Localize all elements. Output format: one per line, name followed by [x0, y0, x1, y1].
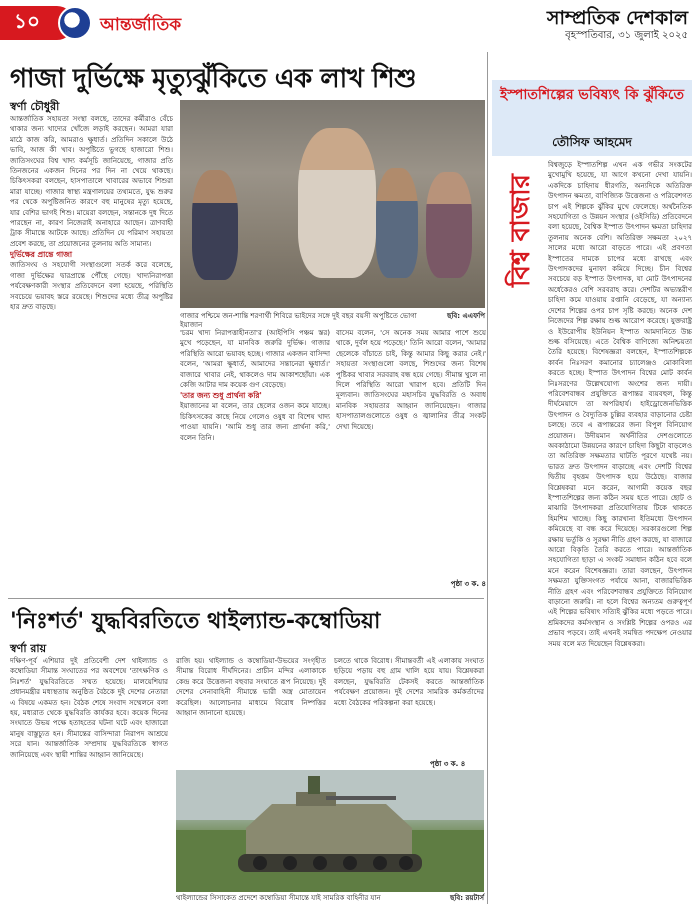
gaza-children-photo [180, 100, 485, 308]
continued-link[interactable]: পৃষ্ঠা ৩ ক. ৪ [430, 760, 466, 768]
masthead [0, 0, 700, 44]
lead-column-1 [10, 114, 173, 592]
section-divider [8, 598, 484, 599]
side-body-paragraph: বিশ্বজুড়ে ইস্পাতশিল্প এখন এক গভীর সংকটের মুখোমুখি হয়েছে, যা আগে কখনো দেখা যায়নি। একদিকে চাহিদায় ধীরগতি, অন্যদিকে অতিরিক্ত উৎপাদন ক্ষমতা, বাণিজ্যিক উত্তেজনা ও পরিবেশগত চাপ এই শিল্পকে ঝুঁকির মুখে ফেলেছে। অর্থনৈতিক সহযোগিতা ও উন্নয়ন সংস্থার (ওইসিডি) প্রতিবেদনে বলা হয়েছে, বৈশ্বিক ইস্পাত উৎপাদন ক্ষমতা চাহিদার তুলনায় অনেক বেশি। অতিরিক্ত সক্ষমতা ২০২৭ সালের মধ্যে আরো বাড়তে পারে। এই প্রবণতা ইস্পাতের দামকে চাপের মধ্যে রাখছে এবং উৎপাদকদের মুনাফা কমিয়ে দিচ্ছে। চীন বিশ্বের সবচেয়ে বড় ইস্পাত উৎপাদক, যা মোট উৎপাদনের অর্ধেকেরও বেশি সরবরাহ করে। দেশটির অভ্যন্তরীণ চাহিদা কমে যাওয়ায় রপ্তানি বেড়েছে, যা অন্যান্য দেশের শিল্পের ওপর চাপ সৃষ্টি করছে। অনেক দেশ নিজেদের শিল্প রক্ষায় শুল্ক আরোপ করেছে। যুক্তরাষ্ট্র ও ইউরোপীয় ইউনিয়ন ইস্পাত আমদানিতে উচ্চ শুল্ক বসিয়েছে। এতে বৈশ্বিক বাণিজ্যে অনিশ্চয়তা তৈরি হয়েছে। বিশেষজ্ঞরা বলছেন, ইস্পাতশিল্পকে কার্বন নিঃসরণ কমানোর চ্যালেঞ্জও মোকাবিলা করতে হচ্ছে। ইস্পাত উৎপাদন বিশ্বের মোট কার্বন নিঃসরণের উল্লেখযোগ্য অংশের জন্য দায়ী। পরিবেশবান্ধব প্রযুক্তিতে রূপান্তর ব্যয়বহুল, কিন্তু দীর্ঘমেয়াদে তা অপরিহার্য। হাইড্রোজেনভিত্তিক উৎপাদন ও বৈদ্যুতিক চুল্লির ব্যবহার বাড়ানোর চেষ্টা চলছে। তবে এ রূপান্তরের জন্য বিপুল বিনিয়োগ প্রয়োজন। উদীয়মান অর্থনীতির দেশগুলোতে অবকাঠামো উন্নয়নের কারণে চাহিদা কিছুটা বাড়লেও তা অতিরিক্ত সক্ষমতার ঘাটতি পূরণে যথেষ্ট নয়। ভারত দ্রুত উৎপাদন বাড়াচ্ছে এবং দেশটি বিশ্বের দ্বিতীয় বৃহত্তম উৎপাদক হয়ে উঠেছে। বাজার বিশ্লেষকরা মনে করেন, আগামী কয়েক বছর ইস্পাতশিল্পের জন্য কঠিন সময় হতে পারে। ছোট ও মাঝারি উৎপাদকরা প্রতিযোগিতায় টিকে থাকতে হিমশিম খাচ্ছে। কিছু কারখানা ইতিমধ্যে উৎপাদন কমিয়েছে বা বন্ধ করে দিয়েছে। সরকারগুলো শিল্প রক্ষায় ভর্তুকি ও সুরক্ষা নীতি গ্রহণ করছে, যা বাজারে আরো বিকৃতি তৈরি করতে পারে। আন্তর্জাতিক সহযোগিতা ছাড়া এ সংকট সমাধান কঠিন হবে বলে মনে করেন বিশেষজ্ঞরা। তারা বলছেন, উৎপাদন সক্ষমতা যুক্তিসংগত পর্যায়ে আনা, বাজারভিত্তিক নীতি গ্রহণ এবং পরিবেশবান্ধব প্রযুক্তিতে বিনিয়োগ বাড়ানো জরুরি। না হলে বিশ্বের অন্যতম গুরুত্বপূর্ণ এই শিল্পের ভবিষ্যৎ সত্যিই ঝুঁকির মধ্যে পড়তে পারে। শ্রমিকদের কর্মসংস্থান ও সংশ্লিষ্ট শিল্পের ওপরও এর প্রভাব পড়বে। তাই এখনই সমন্বিত পদক্ষেপ নেওয়ার সময় বলে মত দিয়েছেন বিশ্লেষকরা। [548, 161, 692, 648]
child-figure [426, 172, 472, 278]
globe-icon [58, 6, 92, 40]
second-body-paragraph: চলতে থাকে বিরোধ। সীমান্তবর্তী এই এলাকায় সংঘাত ছড়িয়ে পড়ায় বহু গ্রাম খালি হয়ে যায়। বিশ্লেষকরা বলছেন, যুদ্ধবিরতি টেকসই করতে আন্তর্জাতিক পর্যবেক্ষণ প্রয়োজন। দুই দেশের সামরিক কর্মকর্তাদের মধ্যে বৈঠকের পরিকল্পনা করা হয়েছে। [334, 657, 484, 707]
child-figure [298, 128, 376, 278]
world-market-stamp: বিশ্ব বাজার [506, 174, 536, 288]
lead-body-paragraph: ইয়াজানের মা বলেন, তার ছেলের ওজন কমে যাচ্ছে। চিকিৎসকের কাছে নিয়ে গেলেও ওষুধ বা বিশেষ খাদ্য পাওয়া যায়নি। 'আমি শুধু তার জন্য প্রার্থনা করি,' বলেন তিনি। [180, 402, 330, 442]
page-number: ১০ [0, 6, 74, 40]
lead-byline: স্বর্ণা চৌধুরী [10, 100, 60, 113]
second-column-3 [334, 656, 484, 758]
issue-date: বৃহস্পতিবার, ৩১ জুলাই ২০২৫ [565, 30, 688, 41]
lead-headline: গাজা দুর্ভিক্ষে মৃত্যুঝুঁকিতে এক লাখ শিশু [10, 64, 417, 94]
newspaper-name: সাম্প্রতিক দেশকাল [546, 7, 688, 29]
armored-vehicle-photo [176, 770, 484, 892]
side-byline: তৌসিফ আহমেদ [552, 135, 632, 149]
tank-photo-caption [176, 894, 484, 903]
second-column-2 [176, 656, 326, 758]
column-divider [487, 52, 488, 904]
lead-column-3 [336, 328, 486, 590]
child-figure [376, 168, 418, 278]
second-byline: স্বর্ণা রায় [10, 642, 47, 655]
lead-body-paragraph: 'চরম খাদ্য নিরাপত্তাহীনতা'র (আইপিসি পঞ্চম স্তর) মুখে পড়েছেন, যা মানবিক জরুরি দুর্ভিক্ষ। গাজার পরিস্থিতি আরো ভয়াবহ হচ্ছে। গাজার একজন বাসিন্দা বলেন, 'আমরা ক্ষুধার্ত, আমাদের সন্তানেরা ক্ষুধার্ত।' বাজারে খাবার নেই, থাকলেও দাম আকাশছোঁয়া। এক কেজি আটার দাম কয়েক গুণ বেড়েছে। [180, 329, 330, 390]
continued-link[interactable]: পৃষ্ঠা ৩ ক. ৪ [450, 580, 486, 588]
lead-body-paragraph: বাসেম বলেন, 'সে অনেক সময় আমার পাশে শুয়ে থাকে, দুর্বল হয়ে পড়েছে।' তিনি আরো বলেন, 'আমার ছেলেকে বাঁচাতে চাই, কিন্তু আমার কিছু করার নেই।' সহায়তা সংস্থাগুলো বলছে, শিশুদের জন্য বিশেষ পুষ্টিকর খাবার সরবরাহ বন্ধ হয়ে গেছে। সীমান্ত খুলে না দিলে পরিস্থিতি আরো খারাপ হবে। প্রতিটি দিন মূল্যবান। জাতিসংঘের মহাসচিব যুদ্ধবিরতি ও অবাধ মানবিক সহায়তার আহ্বান জানিয়েছেন। গাজার হাসপাতালগুলোতে ওষুধ ও জ্বালানির তীব্র সংকট দেখা দিয়েছে। [336, 329, 486, 431]
second-column-1 [10, 656, 168, 900]
second-body-paragraph: রাজি হয়। থাইল্যান্ড ও কম্বোডিয়া-উভয়ের সংগৃহীত সীমান্ত বিরোধ দীর্ঘদিনের। প্রাচীন মন্দির এলাকাকে কেন্দ্র করে উত্তেজনা বহুবার সংঘাতে রূপ নিয়েছে। দুই দেশের সেনাবাহিনী সীমান্তে ভারী অস্ত্র মোতায়েন করেছিল। আলোচনার মাধ্যমে বিরোধ নিষ্পত্তির আহ্বান জানানো হয়েছে। [176, 657, 326, 718]
caption-text: গাজার পশ্চিমে জন-শান্তি শরণার্থী শিবিরে ভাইদের সঙ্গে দুই বছর বয়সী অপুষ্টিতে ভোগা ইয়াজান [180, 312, 417, 329]
child-figure [192, 170, 238, 280]
side-headline: ইস্পাতশিল্পের ভবিষ্যৎ কি ঝুঁকিতে [500, 87, 684, 103]
lead-body-paragraph: আন্তর্জাতিক সহায়তা সংস্থা বলছে, তাদের কর্মীরাও বেঁচে থাকার জন্য খাদ্যের খোঁজে লড়াই করছেন। আমরা যারা মাঠে কাজ করি, আমরাও ক্ষুধার্ত। প্রতিদিন সকালে উঠে ভাবি, আজ কী খাব। অপুষ্টিতে ভুগছে হাজারো শিশু। জাতিসংঘের বিশ্ব খাদ্য কর্মসূচি জানিয়েছে, গাজার প্রতি তিনজনের একজন দিনের পর দিন না খেয়ে থাকছে। চিকিৎসকরা বলছেন, হাসপাতালে খাবারের অভাবে শিশুরা মারা যাচ্ছে। গাজার স্বাস্থ্য মন্ত্রণালয়ের তথ্যমতে, যুদ্ধ শুরুর পর থেকে অপুষ্টিজনিত কারণে বহু মানুষের মৃত্যু হয়েছে, যার বেশির ভাগই শিশু। মায়েরা বলছেন, সন্তানকে দুধ দিতে পারছেন না, কারণ নিজেরাই অনাহারে আছেন। ত্রাণবাহী ট্রাক সীমান্তে আটকে আছে। প্রতিদিন যে পরিমাণ সহায়তা প্রবেশ করছে, তা প্রয়োজনের তুলনায় অতি সামান্য। [10, 115, 173, 248]
lead-subhead: 'তার জন্য শুধু প্রার্থনা করি' [180, 391, 262, 401]
lead-subhead: দুর্ভিক্ষের প্রান্তে গাজা [10, 250, 73, 260]
armored-vehicle-icon [176, 770, 484, 892]
second-body-paragraph: দক্ষিণ-পূর্ব এশিয়ার দুই প্রতিবেশী দেশ থাইল্যান্ড ও কম্বোডিয়া সীমান্ত সংঘাতের পর অবশেষে 'তাৎক্ষণিক ও নিঃশর্ত' যুদ্ধবিরতিতে সম্মত হয়েছে। মালয়েশিয়ার প্রধানমন্ত্রীর মধ্যস্থতায় অনুষ্ঠিত বৈঠকে দুই দেশের নেতারা এ বিষয়ে একমত হন। বৈঠক শেষে সংবাদ সম্মেলনে বলা হয়, মধ্যরাত থেকে যুদ্ধবিরতি কার্যকর হবে। কয়েক দিনের সংঘাতে উভয় পক্ষে হতাহতের ঘটনা ঘটে এবং হাজারো মানুষ বাস্তুচ্যুত হন। সীমান্তের বাসিন্দারা নিরাপদ আশ্রয়ে সরে যান। আন্তর্জাতিক সম্প্রদায় যুদ্ধবিরতিকে স্বাগত জানিয়েছে এবং স্থায়ী শান্তির আহ্বান জানিয়েছে। [10, 657, 168, 759]
second-headline: 'নিঃশর্ত' যুদ্ধবিরতিতে থাইল্যান্ড-কম্বোডিয়া [10, 609, 381, 634]
photo-credit: ছবি: রয়টার্স [450, 894, 484, 902]
lead-column-2 [180, 328, 330, 590]
caption-text: থাইল্যান্ডের সিসাকেত প্রদেশে কম্বোডিয়া সীমান্তে যাই সামরিক বাহিনীর যান [176, 894, 381, 902]
photo-credit: ছবি: এএফপি [447, 312, 485, 320]
lead-body-paragraph: জাতিসংঘ ও সহযোগী সংস্থাগুলো সতর্ক করে বলেছে, গাজা দুর্ভিক্ষের দ্বারপ্রান্তে পৌঁছে গেছে। খাদ্যনিরাপত্তা পর্যবেক্ষণকারী সংস্থার প্রতিবেদনে বলা হয়েছে, পরিস্থিতি সবচেয়ে ভয়াবহ স্তরে রয়েছে। শিশুদের মধ্যে তীব্র অপুষ্টির হার দ্রুত বাড়ছে। [10, 261, 173, 311]
section-name: আন্তর্জাতিক [100, 15, 182, 35]
